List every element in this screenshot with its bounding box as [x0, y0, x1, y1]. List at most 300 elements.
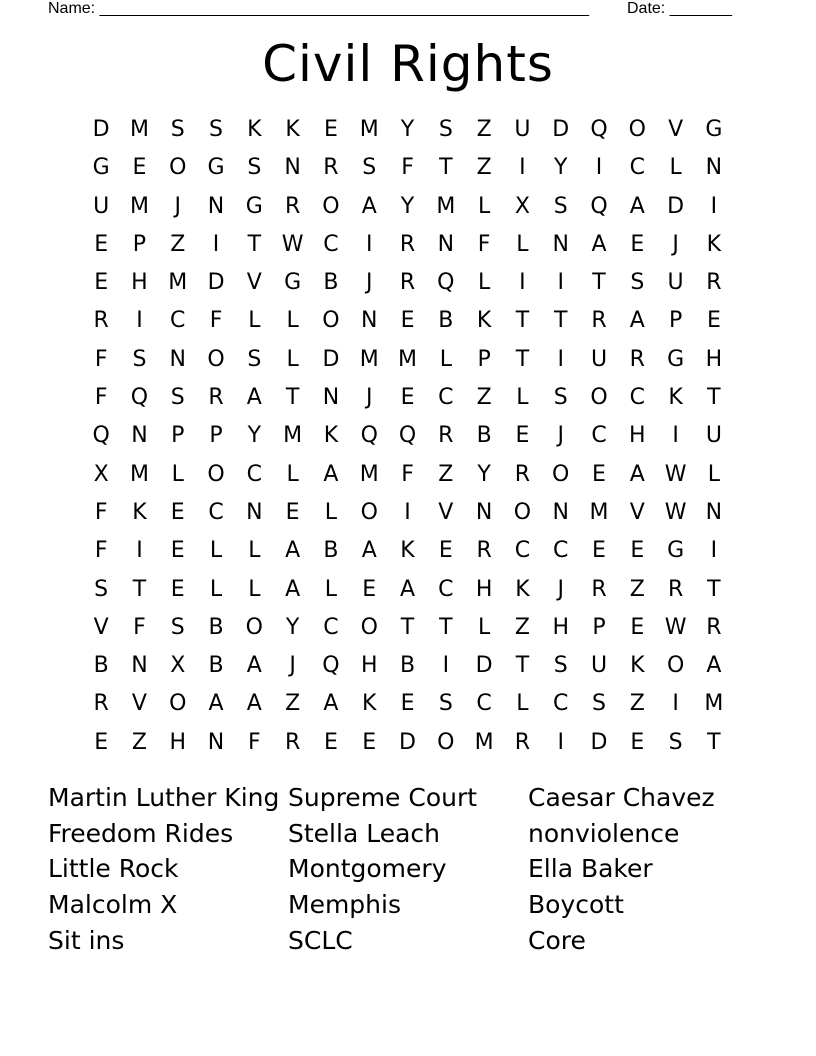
grid-letter[interactable]: I: [136, 538, 143, 564]
grid-letter[interactable]: R: [284, 729, 301, 755]
grid-letter[interactable]: S: [170, 117, 185, 142]
grid-letter[interactable]: A: [591, 231, 607, 257]
grid-letter[interactable]: R: [629, 346, 645, 372]
grid-letter[interactable]: F: [94, 499, 108, 525]
grid-letter[interactable]: O: [169, 691, 187, 717]
grid-letter[interactable]: T: [132, 576, 147, 602]
grid-letter[interactable]: S: [438, 691, 453, 717]
grid-letter[interactable]: S: [209, 117, 224, 142]
grid-letter[interactable]: W: [281, 231, 304, 257]
grid-letter[interactable]: J: [365, 270, 373, 296]
grid-letter[interactable]: D: [92, 117, 110, 142]
grid-letter[interactable]: T: [707, 729, 721, 755]
grid-letter[interactable]: E: [94, 231, 109, 257]
grid-letter[interactable]: G: [284, 270, 302, 296]
grid-letter[interactable]: O: [207, 461, 225, 487]
grid-letter[interactable]: C: [476, 691, 492, 717]
grid-letter[interactable]: L: [669, 155, 682, 181]
grid-letter[interactable]: E: [592, 461, 606, 487]
grid-letter[interactable]: L: [171, 461, 184, 487]
grid-letter[interactable]: T: [439, 155, 453, 181]
grid-letter[interactable]: R: [208, 385, 224, 411]
grid-letter[interactable]: S: [170, 614, 185, 640]
grid-letter[interactable]: F: [94, 346, 108, 372]
grid-letter[interactable]: R: [399, 231, 416, 257]
grid-letter[interactable]: U: [590, 346, 608, 372]
grid-row: [82, 609, 734, 647]
grid-row: [82, 111, 734, 149]
grid-letter[interactable]: M: [359, 461, 379, 487]
grid-letter[interactable]: M: [398, 346, 418, 372]
grid-letter[interactable]: I: [672, 691, 679, 717]
grid-letter[interactable]: E: [515, 423, 530, 449]
grid-letter[interactable]: R: [514, 729, 531, 755]
grid-letter[interactable]: N: [207, 193, 225, 219]
grid-letter[interactable]: C: [208, 499, 224, 525]
grid-letter[interactable]: X: [170, 653, 186, 679]
grid-letter[interactable]: T: [515, 346, 530, 372]
grid-letter[interactable]: C: [170, 308, 186, 334]
grid-letter[interactable]: K: [668, 385, 683, 411]
grid-letter[interactable]: E: [438, 538, 453, 564]
grid-letter[interactable]: C: [323, 614, 339, 640]
grid-letter[interactable]: S: [592, 691, 606, 717]
grid-letter[interactable]: L: [248, 538, 261, 564]
grid-letter[interactable]: M: [589, 499, 609, 525]
grid-letter[interactable]: K: [476, 308, 492, 334]
grid-letter[interactable]: C: [591, 423, 607, 449]
grid-letter[interactable]: B: [323, 270, 339, 296]
grid-letter[interactable]: E: [630, 231, 645, 257]
grid-letter[interactable]: A: [629, 193, 645, 219]
grid-letter[interactable]: D: [552, 117, 570, 142]
grid-letter[interactable]: A: [323, 461, 339, 487]
grid-letter[interactable]: D: [590, 729, 608, 755]
grid-letter[interactable]: P: [132, 231, 147, 257]
grid-letter[interactable]: O: [207, 346, 225, 372]
grid-letter[interactable]: Z: [476, 155, 492, 181]
grid-letter[interactable]: B: [438, 308, 454, 334]
grid-letter[interactable]: F: [209, 308, 223, 334]
grid-letter[interactable]: D: [475, 653, 493, 679]
grid-letter[interactable]: R: [591, 576, 607, 602]
grid-letter[interactable]: A: [706, 653, 722, 679]
grid-letter[interactable]: I: [595, 155, 603, 181]
grid-letter[interactable]: A: [323, 691, 339, 717]
grid-letter[interactable]: T: [707, 576, 721, 602]
grid-letter[interactable]: Q: [360, 423, 378, 449]
grid-letter[interactable]: L: [286, 346, 299, 372]
grid-letter[interactable]: I: [442, 653, 450, 679]
grid-letter[interactable]: U: [590, 653, 608, 679]
grid-letter[interactable]: N: [207, 729, 225, 755]
grid-letter[interactable]: R: [514, 461, 531, 487]
grid-letter[interactable]: O: [322, 193, 340, 219]
grid-letter[interactable]: G: [92, 155, 110, 181]
grid-letter[interactable]: I: [557, 346, 564, 372]
grid-letter[interactable]: S: [668, 729, 683, 755]
grid-letter[interactable]: Z: [476, 385, 492, 411]
grid-letter[interactable]: I: [519, 155, 526, 181]
grid-letter[interactable]: O: [437, 729, 455, 755]
grid-letter[interactable]: S: [170, 385, 185, 411]
grid-letter[interactable]: E: [323, 117, 338, 142]
grid-letter[interactable]: M: [359, 346, 379, 372]
grid-letter[interactable]: C: [629, 155, 645, 181]
grid-letter[interactable]: M: [129, 193, 149, 219]
grid-letter[interactable]: K: [285, 117, 300, 142]
grid-letter[interactable]: L: [516, 385, 529, 411]
grid-letter[interactable]: L: [477, 270, 491, 296]
word-item: Supreme Court: [288, 783, 478, 812]
grid-letter[interactable]: I: [672, 423, 679, 449]
grid-letter[interactable]: R: [591, 308, 607, 334]
grid-letter[interactable]: R: [476, 538, 492, 564]
grid-letter[interactable]: Q: [437, 270, 455, 296]
grid-letter[interactable]: Q: [130, 385, 149, 411]
grid-letter[interactable]: G: [245, 193, 263, 219]
grid-letter[interactable]: O: [169, 155, 187, 181]
grid-letter[interactable]: Y: [400, 117, 415, 142]
grid-letter[interactable]: J: [174, 193, 181, 219]
grid-letter[interactable]: M: [129, 461, 149, 487]
grid-letter[interactable]: I: [365, 231, 373, 257]
grid-letter[interactable]: O: [590, 385, 608, 411]
grid-letter[interactable]: X: [514, 193, 530, 219]
grid-letter[interactable]: V: [246, 270, 262, 296]
grid-letter[interactable]: H: [629, 423, 646, 449]
grid-letter[interactable]: L: [286, 308, 299, 334]
grid-letter[interactable]: U: [93, 193, 110, 219]
grid-letter[interactable]: H: [705, 346, 723, 372]
grid-letter[interactable]: E: [630, 614, 645, 640]
grid-letter[interactable]: Q: [92, 423, 110, 449]
grid-letter[interactable]: N: [475, 499, 493, 525]
grid-letter[interactable]: L: [516, 691, 529, 717]
grid-letter[interactable]: A: [399, 576, 416, 602]
grid-letter[interactable]: E: [94, 729, 109, 755]
grid-letter[interactable]: V: [629, 499, 645, 525]
grid-letter[interactable]: C: [323, 231, 339, 257]
grid-letter[interactable]: Q: [590, 117, 608, 142]
grid-letter[interactable]: B: [208, 653, 224, 679]
grid-letter[interactable]: N: [360, 308, 378, 334]
grid-letter[interactable]: P: [592, 614, 606, 640]
grid-letter[interactable]: N: [284, 155, 301, 181]
grid-letter[interactable]: I: [710, 193, 718, 219]
grid-row: [82, 417, 734, 455]
grid-letter[interactable]: R: [284, 193, 301, 219]
grid-letter[interactable]: R: [667, 576, 684, 602]
grid-letter[interactable]: E: [170, 538, 185, 564]
grid-letter[interactable]: A: [208, 691, 224, 717]
grid-letter[interactable]: O: [360, 614, 378, 640]
grid-letter[interactable]: A: [629, 308, 645, 334]
grid-letter[interactable]: F: [94, 538, 108, 564]
grid-letter[interactable]: G: [207, 155, 225, 181]
grid-letter[interactable]: L: [209, 538, 223, 564]
grid-letter[interactable]: T: [400, 614, 415, 640]
grid-letter[interactable]: E: [400, 691, 415, 717]
grid-letter[interactable]: T: [285, 385, 300, 411]
grid-letter[interactable]: E: [132, 155, 147, 181]
grid-letter[interactable]: L: [209, 576, 223, 602]
grid-letter[interactable]: A: [285, 576, 301, 602]
grid-letter[interactable]: N: [552, 499, 569, 525]
grid-letter[interactable]: A: [246, 691, 262, 717]
grid-letter[interactable]: P: [477, 346, 491, 372]
grid-letter[interactable]: H: [131, 270, 148, 296]
grid-letter[interactable]: A: [246, 653, 262, 679]
word-item: Stella Leach: [288, 818, 440, 848]
grid-letter[interactable]: M: [129, 117, 149, 142]
grid-letter[interactable]: L: [477, 193, 491, 219]
grid-letter[interactable]: C: [438, 576, 454, 602]
grid-letter[interactable]: S: [247, 346, 262, 372]
grid-letter[interactable]: Z: [438, 461, 454, 487]
grid-letter[interactable]: H: [169, 729, 187, 755]
grid-letter[interactable]: C: [553, 691, 569, 717]
grid-letter[interactable]: H: [552, 614, 569, 640]
grid-letter[interactable]: R: [93, 308, 109, 334]
grid-letter[interactable]: M: [283, 423, 303, 449]
grid-row: [82, 188, 734, 226]
grid-row: [82, 302, 734, 340]
grid-letter[interactable]: W: [664, 614, 687, 640]
grid-letter[interactable]: R: [399, 270, 416, 296]
grid-letter[interactable]: K: [247, 117, 262, 142]
grid-letter[interactable]: M: [359, 117, 379, 142]
grid-letter[interactable]: R: [438, 423, 454, 449]
grid-letter[interactable]: L: [477, 614, 491, 640]
grid-letter[interactable]: C: [629, 385, 645, 411]
grid-letter[interactable]: J: [672, 231, 679, 257]
grid-letter[interactable]: R: [706, 270, 722, 296]
grid-letter[interactable]: L: [516, 231, 529, 257]
grid-letter[interactable]: M: [436, 193, 456, 219]
grid-letter[interactable]: O: [666, 653, 685, 679]
grid-letter[interactable]: S: [630, 270, 645, 296]
grid-letter[interactable]: O: [360, 499, 378, 525]
grid-letter[interactable]: T: [515, 308, 530, 334]
grid-letter[interactable]: K: [362, 691, 377, 717]
grid-letter[interactable]: M: [168, 270, 188, 296]
grid-letter[interactable]: S: [553, 193, 568, 219]
grid-letter[interactable]: C: [514, 538, 531, 564]
grid-letter[interactable]: D: [399, 729, 416, 755]
grid-letter[interactable]: F: [401, 461, 414, 487]
grid-letter[interactable]: E: [170, 499, 185, 525]
grid-letter[interactable]: J: [557, 576, 564, 602]
grid-letter[interactable]: X: [93, 461, 109, 487]
grid-letter[interactable]: B: [399, 653, 416, 679]
grid-letter[interactable]: Y: [247, 423, 262, 449]
grid-letter[interactable]: M: [704, 691, 724, 717]
grid-letter[interactable]: K: [515, 576, 530, 602]
grid-letter[interactable]: Y: [553, 155, 568, 181]
grid-letter[interactable]: V: [93, 614, 109, 640]
grid-letter[interactable]: F: [401, 155, 414, 181]
grid-letter[interactable]: U: [705, 423, 722, 449]
grid-letter[interactable]: S: [132, 346, 147, 372]
grid-letter[interactable]: O: [322, 308, 340, 334]
grid-letter[interactable]: P: [668, 308, 683, 334]
grid-letter[interactable]: Z: [476, 117, 492, 142]
grid-letter[interactable]: G: [667, 538, 685, 564]
grid-letter[interactable]: N: [169, 346, 186, 372]
grid-letter[interactable]: E: [170, 576, 185, 602]
grid-letter[interactable]: Z: [131, 729, 147, 755]
grid-letter[interactable]: I: [519, 270, 526, 296]
grid-letter[interactable]: J: [557, 423, 564, 449]
grid-letter[interactable]: Y: [477, 461, 491, 487]
grid-letter[interactable]: L: [439, 346, 452, 372]
grid-letter[interactable]: Z: [514, 614, 530, 640]
grid-letter[interactable]: C: [553, 538, 569, 564]
grid-letter[interactable]: J: [365, 385, 373, 411]
grid-letter[interactable]: I: [212, 231, 220, 257]
date-field[interactable]: Date: _______: [627, 0, 732, 17]
grid-letter[interactable]: B: [208, 614, 224, 640]
grid-letter[interactable]: H: [360, 653, 378, 679]
grid-letter[interactable]: F: [477, 231, 491, 257]
grid-letter[interactable]: E: [323, 729, 338, 755]
grid-letter[interactable]: K: [706, 231, 722, 257]
grid-letter[interactable]: U: [514, 117, 531, 142]
grid-letter[interactable]: T: [553, 308, 568, 334]
grid-letter[interactable]: I: [557, 729, 564, 755]
grid-letter[interactable]: H: [475, 576, 493, 602]
grid-letter[interactable]: S: [247, 155, 262, 181]
grid-letter[interactable]: F: [133, 614, 146, 640]
grid-letter[interactable]: O: [552, 461, 570, 487]
grid-letter[interactable]: Z: [629, 691, 645, 717]
grid-letter[interactable]: E: [94, 270, 109, 296]
grid-letter[interactable]: S: [553, 653, 568, 679]
grid-letter[interactable]: N: [246, 499, 263, 525]
grid-letter[interactable]: Y: [400, 193, 415, 219]
grid-letter[interactable]: P: [209, 423, 223, 449]
grid-letter[interactable]: N: [131, 653, 148, 679]
grid-letter[interactable]: K: [323, 423, 339, 449]
grid-letter[interactable]: T: [515, 653, 530, 679]
name-field[interactable]: Name: _______________________________________________________: [48, 0, 589, 17]
grid-letter[interactable]: T: [439, 614, 453, 640]
grid-letter[interactable]: V: [668, 117, 684, 142]
grid-letter[interactable]: E: [362, 729, 377, 755]
grid-letter[interactable]: D: [322, 346, 340, 372]
grid-letter[interactable]: S: [438, 117, 453, 142]
grid-letter[interactable]: A: [361, 193, 377, 219]
grid-letter[interactable]: F: [94, 385, 108, 411]
grid-letter[interactable]: L: [707, 461, 721, 487]
grid-letter[interactable]: G: [705, 117, 723, 142]
grid-letter[interactable]: L: [286, 461, 299, 487]
grid-letter[interactable]: R: [706, 614, 722, 640]
grid-letter[interactable]: C: [438, 385, 454, 411]
grid-letter[interactable]: Q: [322, 653, 340, 679]
grid-letter[interactable]: T: [707, 385, 721, 411]
grid-letter[interactable]: L: [248, 576, 261, 602]
grid-letter[interactable]: I: [404, 499, 411, 525]
grid-letter[interactable]: J: [289, 653, 296, 679]
grid-letter[interactable]: E: [362, 576, 377, 602]
grid-letter[interactable]: D: [207, 270, 225, 296]
grid-letter[interactable]: A: [361, 538, 377, 564]
grid-letter[interactable]: A: [246, 385, 262, 411]
grid-letter[interactable]: F: [248, 729, 261, 755]
grid-letter[interactable]: U: [667, 270, 684, 296]
grid-letter[interactable]: C: [246, 461, 263, 487]
grid-letter[interactable]: G: [667, 346, 685, 372]
grid-letter[interactable]: A: [285, 538, 301, 564]
word-column: [48, 780, 288, 958]
grid-letter[interactable]: T: [247, 231, 262, 257]
grid-letter[interactable]: E: [630, 729, 645, 755]
grid-letter[interactable]: I: [136, 308, 143, 334]
grid-letter[interactable]: R: [93, 691, 109, 717]
grid-letter[interactable]: P: [171, 423, 185, 449]
grid-letter[interactable]: N: [322, 385, 340, 411]
grid-letter[interactable]: I: [557, 270, 564, 296]
grid-letter[interactable]: L: [248, 308, 261, 334]
grid-letter[interactable]: Q: [398, 423, 417, 449]
grid-letter[interactable]: K: [132, 499, 147, 525]
grid-letter[interactable]: L: [324, 576, 338, 602]
grid-letter[interactable]: Y: [285, 614, 300, 640]
grid-letter[interactable]: N: [131, 423, 148, 449]
grid-letter[interactable]: S: [553, 385, 568, 411]
grid-letter[interactable]: N: [705, 499, 723, 525]
grid-letter[interactable]: B: [476, 423, 492, 449]
grid-letter[interactable]: E: [630, 538, 645, 564]
grid-letter[interactable]: W: [664, 499, 687, 525]
grid-letter[interactable]: E: [706, 308, 721, 334]
grid-letter[interactable]: E: [285, 499, 300, 525]
grid-letter[interactable]: N: [552, 231, 569, 257]
grid-letter[interactable]: D: [667, 193, 685, 219]
grid-letter[interactable]: K: [400, 538, 415, 564]
grid-letter[interactable]: I: [710, 538, 718, 564]
grid-letter[interactable]: A: [629, 461, 645, 487]
grid-letter[interactable]: W: [664, 461, 687, 487]
grid-letter[interactable]: Z: [629, 576, 645, 602]
grid-letter[interactable]: M: [474, 729, 494, 755]
grid-letter[interactable]: S: [362, 155, 377, 181]
grid-letter[interactable]: B: [93, 653, 109, 679]
grid-letter[interactable]: R: [323, 155, 339, 181]
grid-letter[interactable]: O: [513, 499, 532, 525]
grid-letter[interactable]: N: [705, 155, 723, 181]
grid-letter[interactable]: T: [592, 270, 606, 296]
grid-letter[interactable]: S: [94, 576, 109, 602]
grid-letter[interactable]: Z: [170, 231, 186, 257]
grid-letter[interactable]: Z: [285, 691, 301, 717]
grid-letter[interactable]: E: [400, 308, 415, 334]
grid-letter[interactable]: V: [438, 499, 454, 525]
grid-letter[interactable]: Q: [590, 193, 608, 219]
grid-letter[interactable]: E: [400, 385, 415, 411]
grid-letter[interactable]: E: [592, 538, 606, 564]
grid-letter[interactable]: V: [131, 691, 147, 717]
grid-row: [82, 647, 734, 685]
grid-letter[interactable]: K: [630, 653, 645, 679]
grid-letter[interactable]: L: [324, 499, 338, 525]
grid-letter[interactable]: O: [628, 117, 646, 142]
grid-letter[interactable]: N: [437, 231, 455, 257]
grid-letter[interactable]: B: [323, 538, 339, 564]
grid-letter[interactable]: O: [245, 614, 263, 640]
